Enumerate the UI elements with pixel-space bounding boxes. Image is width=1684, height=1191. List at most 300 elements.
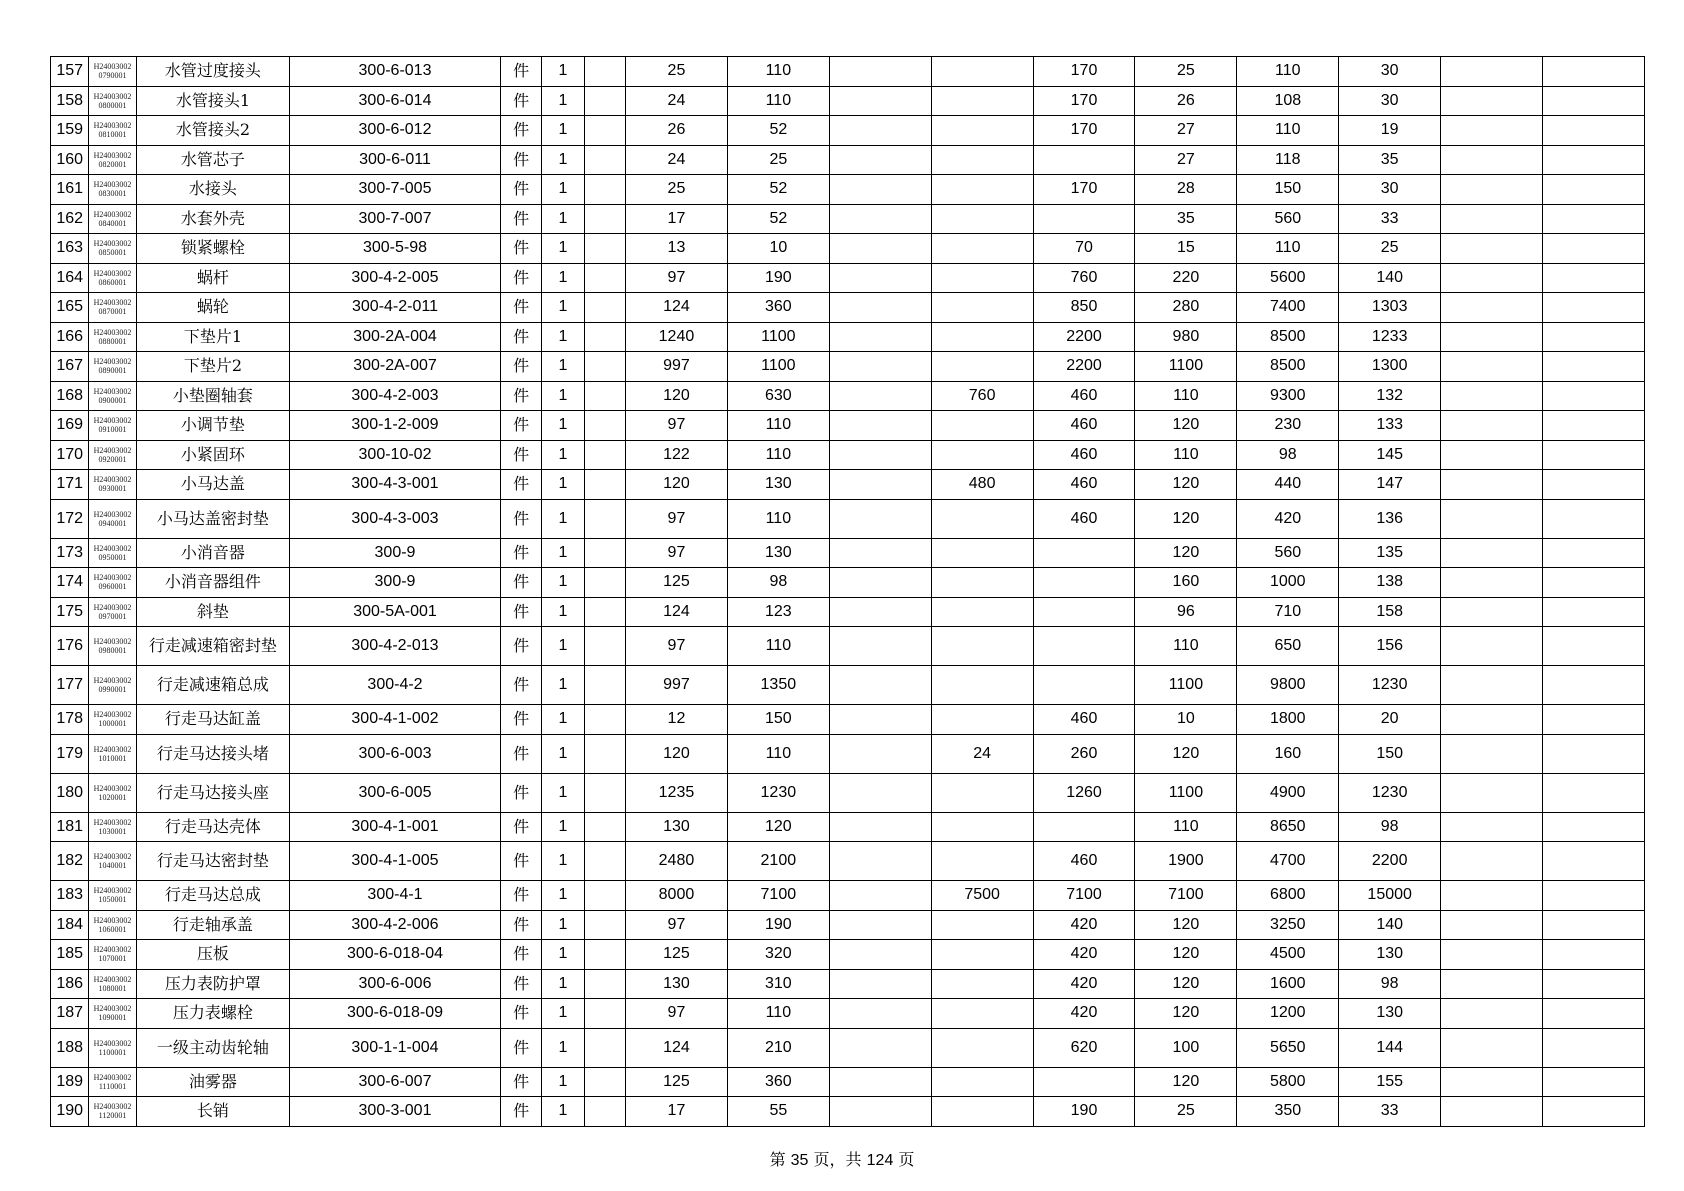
unit: 件 — [500, 597, 541, 627]
value-col-2: 98 — [727, 568, 829, 598]
empty-cell — [584, 381, 625, 411]
value-col-3 — [931, 999, 1033, 1029]
item-code-line-1: H24003002 — [93, 416, 132, 426]
value-col-3: 760 — [931, 381, 1033, 411]
value-col-2: 360 — [727, 1067, 829, 1097]
table-row — [51, 597, 1645, 627]
value-col-3 — [931, 568, 1033, 598]
row-number: 181 — [51, 812, 89, 842]
empty-cell — [829, 773, 931, 812]
quantity: 1 — [542, 910, 584, 940]
table-row — [51, 352, 1645, 382]
table-row — [51, 812, 1645, 842]
value-col-3 — [931, 705, 1033, 735]
empty-cell — [584, 1097, 625, 1127]
empty-cell — [829, 627, 931, 666]
value-col-2: 1100 — [727, 322, 829, 352]
table-row — [51, 627, 1645, 666]
empty-cell — [1441, 597, 1543, 627]
value-col-4: 460 — [1033, 381, 1135, 411]
row-number: 177 — [51, 666, 89, 705]
part-number: 300-4-2-005 — [290, 263, 501, 293]
value-col-1: 97 — [626, 627, 728, 666]
value-col-1: 130 — [626, 969, 728, 999]
empty-cell — [1441, 352, 1543, 382]
empty-cell — [1441, 57, 1543, 87]
quantity: 1 — [542, 773, 584, 812]
table-row — [51, 969, 1645, 999]
row-number: 158 — [51, 86, 89, 116]
value-col-5: 110 — [1135, 812, 1237, 842]
value-col-3 — [931, 234, 1033, 264]
part-number: 300-4-1-001 — [290, 812, 501, 842]
empty-cell — [1543, 969, 1645, 999]
part-number: 300-9 — [290, 568, 501, 598]
row-number: 187 — [51, 999, 89, 1029]
value-col-7: 147 — [1339, 470, 1441, 500]
empty-cell — [584, 538, 625, 568]
item-code-line-1: H24003002 — [93, 945, 132, 955]
quantity: 1 — [542, 969, 584, 999]
item-code — [89, 666, 136, 705]
value-col-1: 120 — [626, 381, 728, 411]
value-col-7: 130 — [1339, 940, 1441, 970]
empty-cell — [1441, 627, 1543, 666]
value-col-2: 123 — [727, 597, 829, 627]
value-col-1: 120 — [626, 734, 728, 773]
table-row — [51, 263, 1645, 293]
empty-cell — [1543, 568, 1645, 598]
value-col-7: 133 — [1339, 411, 1441, 441]
item-code-line-1: H24003002 — [93, 150, 132, 160]
part-number: 300-4-1-002 — [290, 705, 501, 735]
value-col-6: 650 — [1237, 627, 1339, 666]
empty-cell — [584, 969, 625, 999]
item-code-line-1: H24003002 — [93, 1072, 132, 1082]
quantity: 1 — [542, 568, 584, 598]
value-col-5: 110 — [1135, 627, 1237, 666]
value-col-4: 2200 — [1033, 322, 1135, 352]
unit: 件 — [500, 666, 541, 705]
quantity: 1 — [542, 57, 584, 87]
item-name: 水管接头2 — [136, 116, 289, 146]
value-col-1: 97 — [626, 538, 728, 568]
part-number: 300-4-1 — [290, 881, 501, 911]
item-code-line-2: 0930001 — [98, 484, 127, 494]
value-col-3 — [931, 145, 1033, 175]
row-number: 166 — [51, 322, 89, 352]
item-code-line-1: H24003002 — [93, 710, 132, 720]
quantity: 1 — [542, 204, 584, 234]
value-col-3: 7500 — [931, 881, 1033, 911]
value-col-5: 160 — [1135, 568, 1237, 598]
quantity: 1 — [542, 940, 584, 970]
part-number: 300-6-007 — [290, 1067, 501, 1097]
value-col-7: 35 — [1339, 145, 1441, 175]
value-col-5: 110 — [1135, 381, 1237, 411]
value-col-7: 136 — [1339, 499, 1441, 538]
value-col-1: 26 — [626, 116, 728, 146]
item-code-line-1: H24003002 — [93, 783, 132, 793]
empty-cell — [584, 842, 625, 881]
unit: 件 — [500, 86, 541, 116]
value-col-4: 170 — [1033, 86, 1135, 116]
empty-cell — [1543, 881, 1645, 911]
item-name: 小马达盖密封垫 — [136, 499, 289, 538]
row-number: 185 — [51, 940, 89, 970]
value-col-6: 560 — [1237, 538, 1339, 568]
unit: 件 — [500, 470, 541, 500]
value-col-6: 118 — [1237, 145, 1339, 175]
item-code — [89, 627, 136, 666]
value-col-1: 97 — [626, 411, 728, 441]
row-number: 176 — [51, 627, 89, 666]
value-col-5: 96 — [1135, 597, 1237, 627]
part-number: 300-4-2-011 — [290, 293, 501, 323]
table-row — [51, 705, 1645, 735]
value-col-5: 35 — [1135, 204, 1237, 234]
empty-cell — [1543, 381, 1645, 411]
empty-cell — [829, 666, 931, 705]
value-col-2: 130 — [727, 538, 829, 568]
value-col-2: 310 — [727, 969, 829, 999]
unit: 件 — [500, 499, 541, 538]
value-col-2: 210 — [727, 1028, 829, 1067]
value-col-6: 160 — [1237, 734, 1339, 773]
value-col-7: 15000 — [1339, 881, 1441, 911]
unit: 件 — [500, 1028, 541, 1067]
table-row — [51, 204, 1645, 234]
empty-cell — [584, 627, 625, 666]
item-code-line-2: 0850001 — [98, 248, 127, 258]
empty-cell — [829, 1028, 931, 1067]
value-col-4: 170 — [1033, 175, 1135, 205]
value-col-2: 120 — [727, 812, 829, 842]
value-col-7: 19 — [1339, 116, 1441, 146]
empty-cell — [1441, 499, 1543, 538]
item-code-line-2: 1060001 — [98, 924, 127, 934]
empty-cell — [1543, 499, 1645, 538]
quantity: 1 — [542, 499, 584, 538]
item-code — [89, 352, 136, 382]
price-table — [50, 56, 1645, 1127]
item-code — [89, 175, 136, 205]
unit: 件 — [500, 568, 541, 598]
empty-cell — [1441, 293, 1543, 323]
value-col-3 — [931, 910, 1033, 940]
value-col-7: 2200 — [1339, 842, 1441, 881]
value-col-4: 420 — [1033, 999, 1135, 1029]
value-col-7: 130 — [1339, 999, 1441, 1029]
value-col-2: 110 — [727, 627, 829, 666]
item-name: 锁紧螺栓 — [136, 234, 289, 264]
value-col-4: 850 — [1033, 293, 1135, 323]
value-col-7: 138 — [1339, 568, 1441, 598]
item-code-line-1: H24003002 — [93, 974, 132, 984]
empty-cell — [829, 86, 931, 116]
value-col-4: 70 — [1033, 234, 1135, 264]
value-col-6: 98 — [1237, 440, 1339, 470]
item-code-line-1: H24003002 — [93, 268, 132, 278]
empty-cell — [1543, 627, 1645, 666]
item-code-line-1: H24003002 — [93, 62, 132, 72]
footer-total-pages: 124 — [866, 1152, 894, 1169]
value-col-5: 100 — [1135, 1028, 1237, 1067]
value-col-5: 1900 — [1135, 842, 1237, 881]
empty-cell — [1441, 910, 1543, 940]
unit: 件 — [500, 1067, 541, 1097]
table-row — [51, 881, 1645, 911]
empty-cell — [829, 499, 931, 538]
empty-cell — [829, 293, 931, 323]
empty-cell — [584, 116, 625, 146]
item-name: 蜗轮 — [136, 293, 289, 323]
table-row — [51, 116, 1645, 146]
value-col-6: 4700 — [1237, 842, 1339, 881]
value-col-1: 13 — [626, 234, 728, 264]
item-code-line-1: H24003002 — [93, 573, 132, 583]
row-number: 172 — [51, 499, 89, 538]
value-col-1: 8000 — [626, 881, 728, 911]
empty-cell — [1543, 411, 1645, 441]
item-name: 小消音器组件 — [136, 568, 289, 598]
item-code-line-2: 0920001 — [98, 454, 127, 464]
value-col-3 — [931, 969, 1033, 999]
empty-cell — [1543, 293, 1645, 323]
empty-cell — [584, 352, 625, 382]
value-col-7: 150 — [1339, 734, 1441, 773]
empty-cell — [1441, 812, 1543, 842]
quantity: 1 — [542, 881, 584, 911]
empty-cell — [829, 263, 931, 293]
empty-cell — [1441, 381, 1543, 411]
part-number: 300-9 — [290, 538, 501, 568]
part-number: 300-1-2-009 — [290, 411, 501, 441]
empty-cell — [584, 57, 625, 87]
empty-cell — [829, 322, 931, 352]
part-number: 300-6-018-09 — [290, 999, 501, 1029]
empty-cell — [584, 440, 625, 470]
quantity: 1 — [542, 538, 584, 568]
empty-cell — [1543, 1067, 1645, 1097]
value-col-3 — [931, 263, 1033, 293]
quantity: 1 — [542, 116, 584, 146]
value-col-4 — [1033, 812, 1135, 842]
value-col-2: 55 — [727, 1097, 829, 1127]
item-name: 小紧固环 — [136, 440, 289, 470]
empty-cell — [1441, 145, 1543, 175]
unit: 件 — [500, 969, 541, 999]
item-code-line-2: 1120001 — [98, 1111, 127, 1121]
value-col-5: 27 — [1135, 116, 1237, 146]
item-name: 小调节垫 — [136, 411, 289, 441]
item-code-line-2: 0990001 — [98, 685, 127, 694]
item-code-line-1: H24003002 — [93, 180, 132, 190]
empty-cell — [829, 568, 931, 598]
empty-cell — [1441, 263, 1543, 293]
value-col-3 — [931, 812, 1033, 842]
row-number: 161 — [51, 175, 89, 205]
value-col-1: 120 — [626, 470, 728, 500]
value-col-7: 135 — [1339, 538, 1441, 568]
item-code-line-1: H24003002 — [93, 357, 132, 367]
empty-cell — [1441, 1067, 1543, 1097]
item-code-line-2: 1010001 — [98, 753, 127, 763]
empty-cell — [1441, 204, 1543, 234]
item-code-line-1: H24003002 — [93, 298, 132, 308]
item-code-line-1: H24003002 — [93, 817, 132, 827]
value-col-5: 27 — [1135, 145, 1237, 175]
row-number: 169 — [51, 411, 89, 441]
row-number: 182 — [51, 842, 89, 881]
item-code — [89, 145, 136, 175]
value-col-1: 24 — [626, 145, 728, 175]
value-col-1: 25 — [626, 57, 728, 87]
row-number: 175 — [51, 597, 89, 627]
item-name: 行走轴承盖 — [136, 910, 289, 940]
item-code-line-1: H24003002 — [93, 1004, 132, 1014]
value-col-4: 260 — [1033, 734, 1135, 773]
part-number: 300-6-003 — [290, 734, 501, 773]
part-number: 300-6-005 — [290, 773, 501, 812]
unit: 件 — [500, 842, 541, 881]
empty-cell — [1441, 568, 1543, 598]
item-code — [89, 842, 136, 881]
row-number: 190 — [51, 1097, 89, 1127]
empty-cell — [1543, 538, 1645, 568]
empty-cell — [1441, 1097, 1543, 1127]
quantity: 1 — [542, 470, 584, 500]
table-row — [51, 940, 1645, 970]
empty-cell — [1543, 705, 1645, 735]
quantity: 1 — [542, 597, 584, 627]
item-code-line-1: H24003002 — [93, 239, 132, 249]
value-col-4: 460 — [1033, 470, 1135, 500]
unit: 件 — [500, 175, 541, 205]
value-col-3 — [931, 86, 1033, 116]
value-col-6: 1800 — [1237, 705, 1339, 735]
part-number: 300-1-1-004 — [290, 1028, 501, 1067]
item-code-line-2: 0950001 — [98, 552, 127, 562]
empty-cell — [829, 381, 931, 411]
quantity: 1 — [542, 381, 584, 411]
value-col-4: 1260 — [1033, 773, 1135, 812]
part-number: 300-5-98 — [290, 234, 501, 264]
value-col-2: 190 — [727, 263, 829, 293]
quantity: 1 — [542, 627, 584, 666]
value-col-4: 460 — [1033, 705, 1135, 735]
empty-cell — [1441, 666, 1543, 705]
empty-cell — [1543, 940, 1645, 970]
unit: 件 — [500, 538, 541, 568]
value-col-5: 10 — [1135, 705, 1237, 735]
empty-cell — [584, 881, 625, 911]
item-code-line-1: H24003002 — [93, 386, 132, 396]
table-row — [51, 1097, 1645, 1127]
part-number: 300-4-2 — [290, 666, 501, 705]
value-col-1: 997 — [626, 666, 728, 705]
unit: 件 — [500, 116, 541, 146]
value-col-3 — [931, 322, 1033, 352]
value-col-6: 5800 — [1237, 1067, 1339, 1097]
item-name: 行走马达密封垫 — [136, 842, 289, 881]
empty-cell — [1543, 204, 1645, 234]
value-col-2: 10 — [727, 234, 829, 264]
unit: 件 — [500, 812, 541, 842]
value-col-7: 30 — [1339, 175, 1441, 205]
unit: 件 — [500, 1097, 541, 1127]
value-col-5: 1100 — [1135, 352, 1237, 382]
item-code-line-1: H24003002 — [93, 509, 132, 519]
empty-cell — [1543, 234, 1645, 264]
value-col-1: 17 — [626, 204, 728, 234]
empty-cell — [584, 597, 625, 627]
value-col-6: 8500 — [1237, 322, 1339, 352]
value-col-4 — [1033, 568, 1135, 598]
value-col-6: 110 — [1237, 116, 1339, 146]
part-number: 300-6-014 — [290, 86, 501, 116]
value-col-1: 1240 — [626, 322, 728, 352]
empty-cell — [1543, 470, 1645, 500]
value-col-3 — [931, 666, 1033, 705]
row-number: 189 — [51, 1067, 89, 1097]
value-col-6: 5600 — [1237, 263, 1339, 293]
value-col-1: 124 — [626, 597, 728, 627]
value-col-6: 8650 — [1237, 812, 1339, 842]
item-code-line-2: 1110001 — [98, 1081, 127, 1091]
unit: 件 — [500, 293, 541, 323]
item-code-line-2: 0810001 — [98, 130, 127, 140]
page-footer — [0, 1147, 1684, 1170]
empty-cell — [829, 1097, 931, 1127]
empty-cell — [829, 705, 931, 735]
item-name: 水接头 — [136, 175, 289, 205]
empty-cell — [1543, 263, 1645, 293]
item-code-line-1: H24003002 — [93, 543, 132, 553]
quantity: 1 — [542, 411, 584, 441]
row-number: 188 — [51, 1028, 89, 1067]
empty-cell — [584, 773, 625, 812]
item-name: 行走马达壳体 — [136, 812, 289, 842]
value-col-6: 710 — [1237, 597, 1339, 627]
item-code — [89, 969, 136, 999]
row-number: 186 — [51, 969, 89, 999]
empty-cell — [584, 293, 625, 323]
unit: 件 — [500, 57, 541, 87]
value-col-3 — [931, 352, 1033, 382]
row-number: 179 — [51, 734, 89, 773]
item-code-line-1: H24003002 — [93, 676, 132, 685]
empty-cell — [584, 1067, 625, 1097]
footer-page-number: 35 — [790, 1152, 809, 1169]
unit: 件 — [500, 381, 541, 411]
empty-cell — [1543, 842, 1645, 881]
empty-cell — [584, 705, 625, 735]
item-name: 水管芯子 — [136, 145, 289, 175]
item-code — [89, 940, 136, 970]
item-name: 行走减速箱总成 — [136, 666, 289, 705]
part-number: 300-6-011 — [290, 145, 501, 175]
item-name: 行走马达总成 — [136, 881, 289, 911]
item-code-line-2: 0980001 — [98, 646, 127, 655]
item-name: 下垫片2 — [136, 352, 289, 382]
value-col-2: 110 — [727, 57, 829, 87]
empty-cell — [584, 234, 625, 264]
empty-cell — [1441, 969, 1543, 999]
footer-middle: 页，共 — [808, 1150, 867, 1169]
value-col-2: 1230 — [727, 773, 829, 812]
quantity: 1 — [542, 145, 584, 175]
